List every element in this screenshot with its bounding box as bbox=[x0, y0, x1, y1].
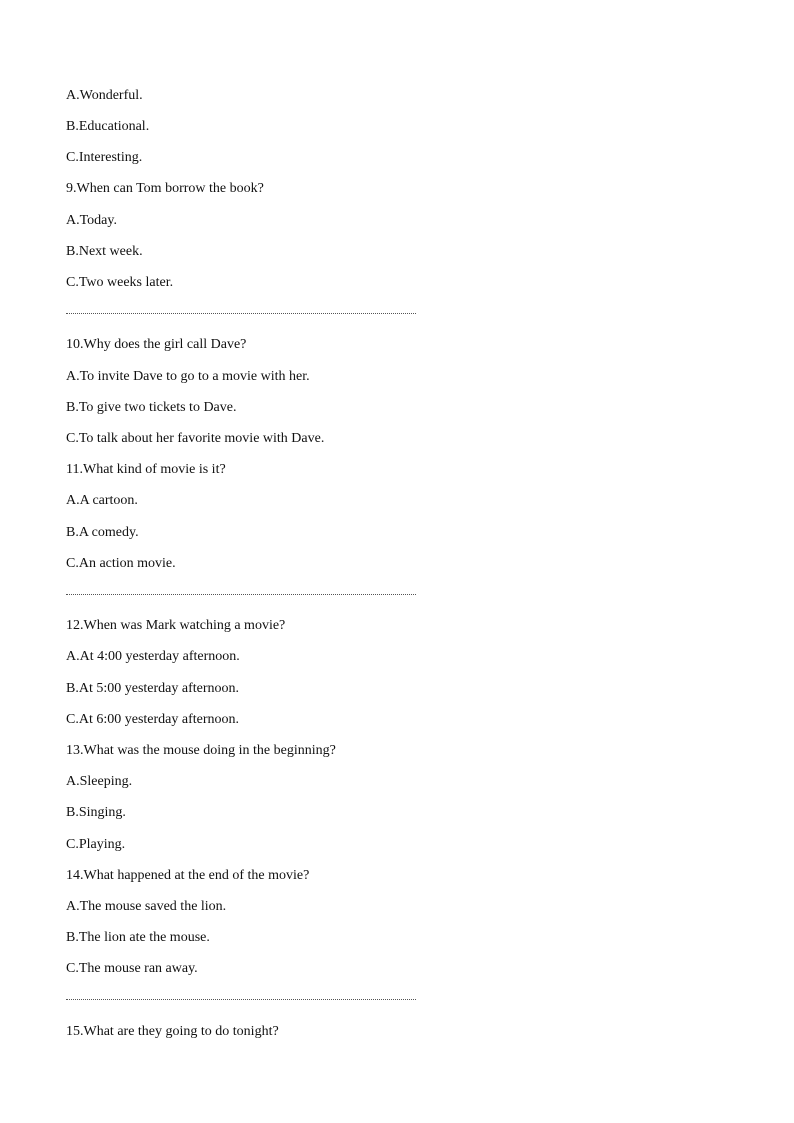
section-divider bbox=[66, 594, 416, 595]
question-line: 15.What are they going to do tonight? bbox=[66, 1024, 279, 1039]
option-line: A.A cartoon. bbox=[66, 493, 138, 508]
option-line: A.To invite Dave to go to a movie with her. bbox=[66, 369, 310, 384]
option-line: C.At 6:00 yesterday afternoon. bbox=[66, 712, 240, 727]
option-line: B.The lion ate the mouse. bbox=[66, 930, 210, 945]
option-line: C.To talk about her favorite movie with Dave. bbox=[66, 431, 325, 446]
section-divider bbox=[66, 313, 416, 314]
option-line: C.The mouse ran away. bbox=[66, 961, 198, 976]
option-line: C.An action movie. bbox=[66, 556, 176, 571]
option-line: C.Interesting. bbox=[66, 150, 143, 165]
question-line: 12.When was Mark watching a movie? bbox=[66, 618, 286, 633]
option-line: B.At 5:00 yesterday afternoon. bbox=[66, 681, 240, 696]
option-line: B.Next week. bbox=[66, 244, 143, 259]
question-line: 11.What kind of movie is it? bbox=[66, 462, 226, 477]
question-line: 13.What was the mouse doing in the beginning? bbox=[66, 743, 336, 758]
option-line: A.At 4:00 yesterday afternoon. bbox=[66, 649, 240, 664]
option-line: A.Today. bbox=[66, 213, 117, 228]
section-divider bbox=[66, 999, 416, 1000]
option-line: B.Singing. bbox=[66, 805, 126, 820]
option-line: A.Sleeping. bbox=[66, 774, 133, 789]
option-line: B.Educational. bbox=[66, 119, 150, 134]
question-line: 10.Why does the girl call Dave? bbox=[66, 337, 247, 352]
option-line: B.To give two tickets to Dave. bbox=[66, 400, 237, 415]
option-line: C.Two weeks later. bbox=[66, 275, 174, 290]
question-line: 14.What happened at the end of the movie? bbox=[66, 868, 310, 883]
option-line: B.A comedy. bbox=[66, 525, 139, 540]
option-line: A.Wonderful. bbox=[66, 88, 143, 103]
option-line: C.Playing. bbox=[66, 837, 126, 852]
question-line: 9.When can Tom borrow the book? bbox=[66, 181, 264, 196]
option-line: A.The mouse saved the lion. bbox=[66, 899, 227, 914]
